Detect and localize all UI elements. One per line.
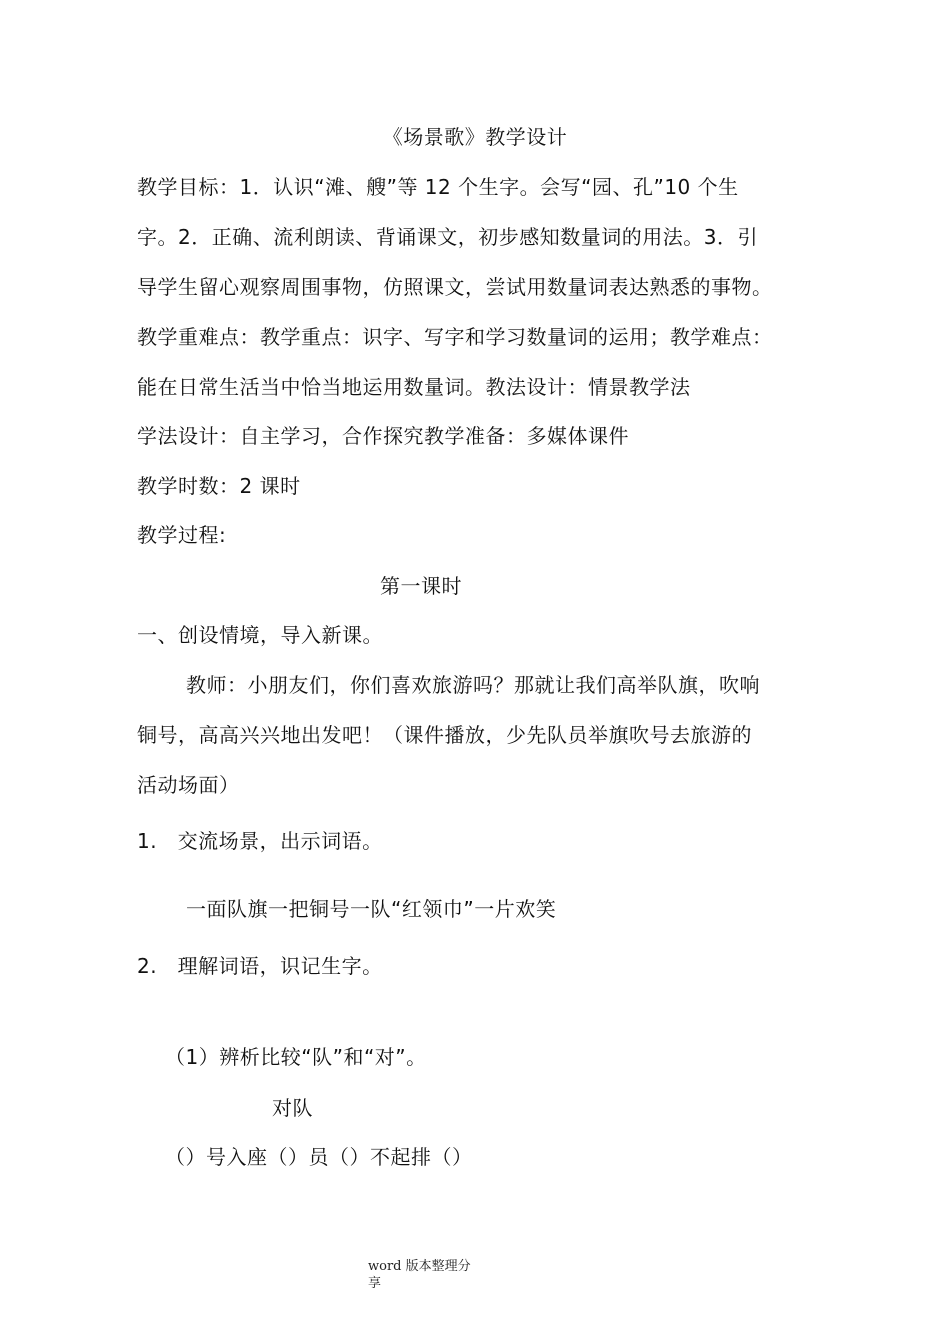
step-2: 2. 理解词语，识记生字。 <box>137 954 383 978</box>
key-points-line-2: 能在日常生活当中恰当地运用数量词。教法设计：情景教学法 <box>137 375 691 399</box>
compare-words: 对队 <box>272 1096 313 1120</box>
section-heading-1: 一、创设情境，导入新课。 <box>137 623 383 647</box>
footer-line-1: word 版本整理分 <box>368 1259 471 1274</box>
key-points-line-1: 教学重难点：教学重点：识字、写字和学习数量词的运用；教学难点： <box>137 325 773 349</box>
sub-step-1: （1）辨析比较“队”和“对”。 <box>165 1045 427 1069</box>
footer-line-2: 享 <box>368 1276 382 1291</box>
process-label: 教学过程: <box>137 523 227 547</box>
objectives-line-1: 教学目标：1．认识“滩、艘”等 12 个生字。会写“园、孔”10 个生 <box>137 175 739 199</box>
teacher-line-1: 教师：小朋友们，你们喜欢旅游吗？那就让我们高举队旗，吹响 <box>186 673 760 697</box>
teacher-line-3: 活动场面） <box>137 773 240 797</box>
document-title: 《场景歌》教学设计 <box>382 125 568 149</box>
study-method: 学法设计：自主学习，合作探究教学准备：多媒体课件 <box>137 424 629 448</box>
teacher-line-2: 铜号，高高兴兴地出发吧！（课件播放，少先队员举旗吹号去旅游的 <box>137 723 752 747</box>
teaching-hours: 教学时数：2 课时 <box>137 474 301 498</box>
step-1: 1. 交流场景，出示词语。 <box>137 829 383 853</box>
lesson-heading: 第一课时 <box>380 574 462 598</box>
fill-in-blanks: （）号入座（）员（）不起排（） <box>165 1145 473 1169</box>
phrase-list: 一面队旗一把铜号一队“红领巾”一片欢笑 <box>186 897 557 921</box>
objectives-line-3: 导学生留心观察周围事物，仿照课文，尝试用数量词表达熟悉的事物。 <box>137 275 773 299</box>
objectives-line-2: 字。2．正确、流利朗读、背诵课文，初步感知数量词的用法。3．引 <box>137 225 758 249</box>
